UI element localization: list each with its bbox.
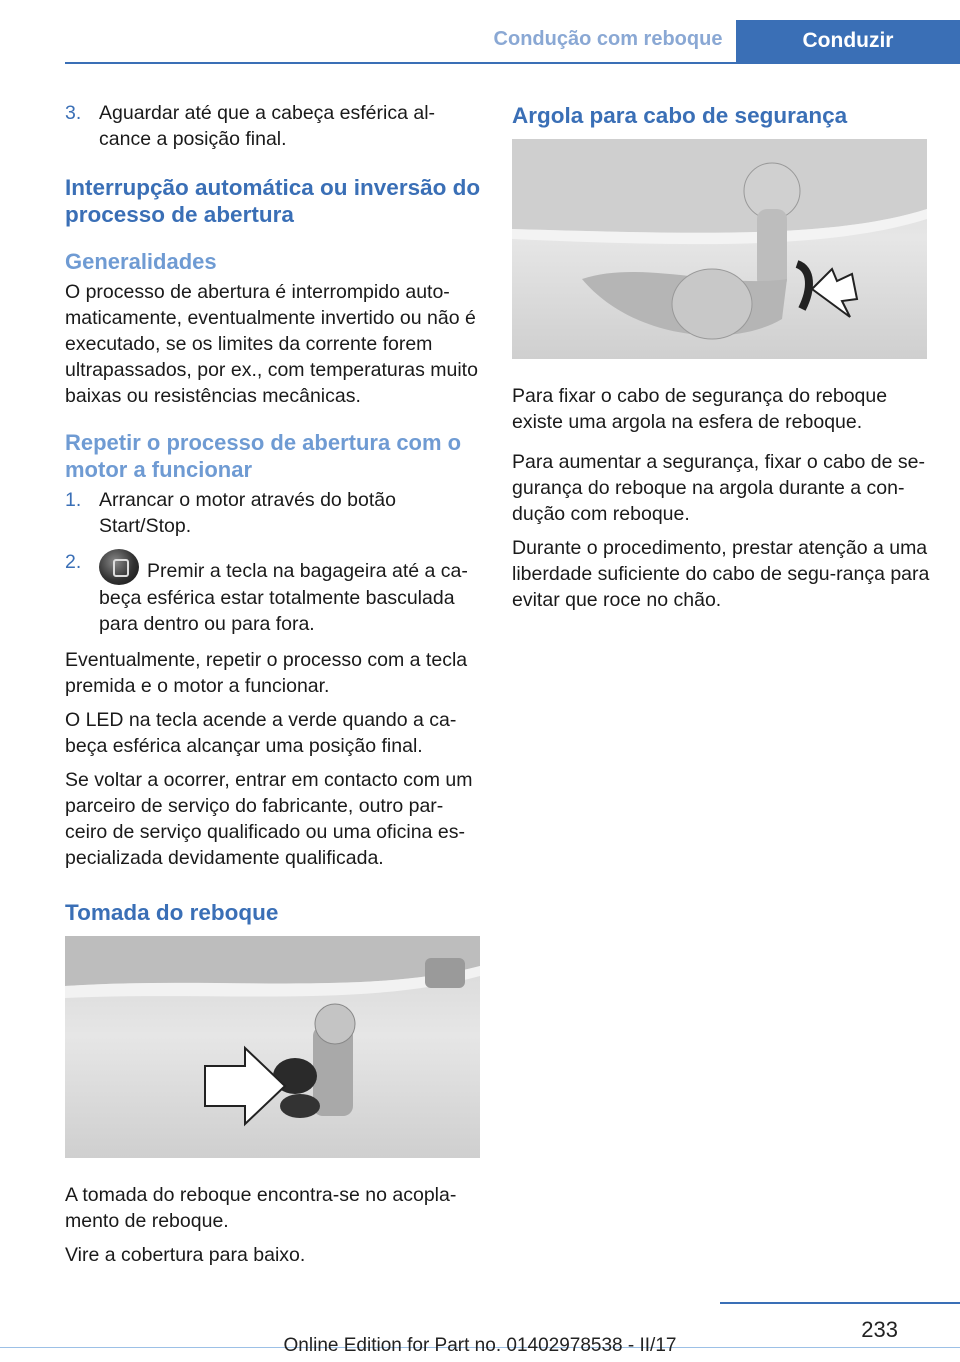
- list-number: 1.: [65, 489, 82, 511]
- list-text: Premir a tecla na bagageira até a ca-beça esférica estar totalmente basculada para dentro ou para fora.: [99, 560, 468, 635]
- heading-safety-eye: Argola para cabo de segurança: [512, 103, 848, 128]
- paragraph-repeat-3: Se voltar a ocorrer, entrar em contacto com um parceiro de serviço do fabricante, outro par-ceiro de serviço qualificado ou uma oficina es-pecializada devidamente qualificada.: [65, 769, 473, 869]
- paragraph-repeat-1: Eventualmente, repetir o processo com a tecla premida e o motor a funcionar.: [65, 649, 468, 697]
- left-column: [65, 100, 482, 1276]
- heading-general: Generalidades: [65, 249, 217, 274]
- tow-ball-eye-drawing: [512, 139, 927, 359]
- paragraph-socket-1: A tomada do reboque encontra-se no acopla-mento de reboque.: [65, 1184, 457, 1232]
- safety-eye-illustration: [512, 139, 927, 359]
- header-rule: [65, 62, 960, 64]
- list-text: Aguardar até que a cabeça esférica al-cance a posição final.: [99, 102, 436, 150]
- list-item: [65, 549, 482, 637]
- heading-interruption: Interrupção automática ou inversão do processo de abertura: [65, 175, 481, 227]
- paragraph-socket-2: Vire a cobertura para baixo.: [65, 1244, 306, 1266]
- paragraph-eye-3: Durante o procedimento, prestar atenção a uma liberdade suficiente do cabo de segu-rança para evitar que roce no chão.: [512, 537, 930, 611]
- footer-edition: Online Edition for Part no. 01402978538 - II/17: [283, 1335, 677, 1356]
- page-number: 233: [861, 1317, 898, 1342]
- tow-socket-drawing: [65, 936, 480, 1158]
- list-text: Arrancar o motor através do botão Start/Stop.: [99, 489, 396, 537]
- header-chapter-tab: Conduzir: [736, 20, 960, 62]
- list-number: 3.: [65, 102, 82, 124]
- heading-repeat: Repetir o processo de abertura com o motor a funcionar: [65, 430, 462, 482]
- footer-accent-rule: [720, 1302, 960, 1304]
- list-item: [65, 487, 482, 539]
- socket-illustration: [65, 936, 480, 1158]
- paragraph-repeat-2: O LED na tecla acende a verde quando a ca-beça esférica alcançar uma posição final.: [65, 709, 457, 757]
- trunk-button-icon: [99, 549, 139, 585]
- heading-socket: Tomada do reboque: [65, 900, 279, 925]
- paragraph-eye-2: Para aumentar a segurança, fixar o cabo de se-gurança do reboque na argola durante a con-dução com reboque.: [512, 451, 925, 525]
- right-column: [512, 100, 932, 621]
- paragraph-eye-1: Para fixar o cabo de segurança do reboque existe uma argola na esfera de reboque.: [512, 385, 888, 433]
- list-item: [65, 100, 482, 152]
- paragraph-general: O processo de abertura é interrompido auto-maticamente, eventualmente invertido ou não é executado, se os limites da corrente forem ultrapassados, por ex., com temperaturas muito baixas ou resistências mecânicas.: [65, 281, 478, 407]
- header-section-title: Condução com reboque: [493, 28, 723, 50]
- list-number: 2.: [65, 551, 82, 573]
